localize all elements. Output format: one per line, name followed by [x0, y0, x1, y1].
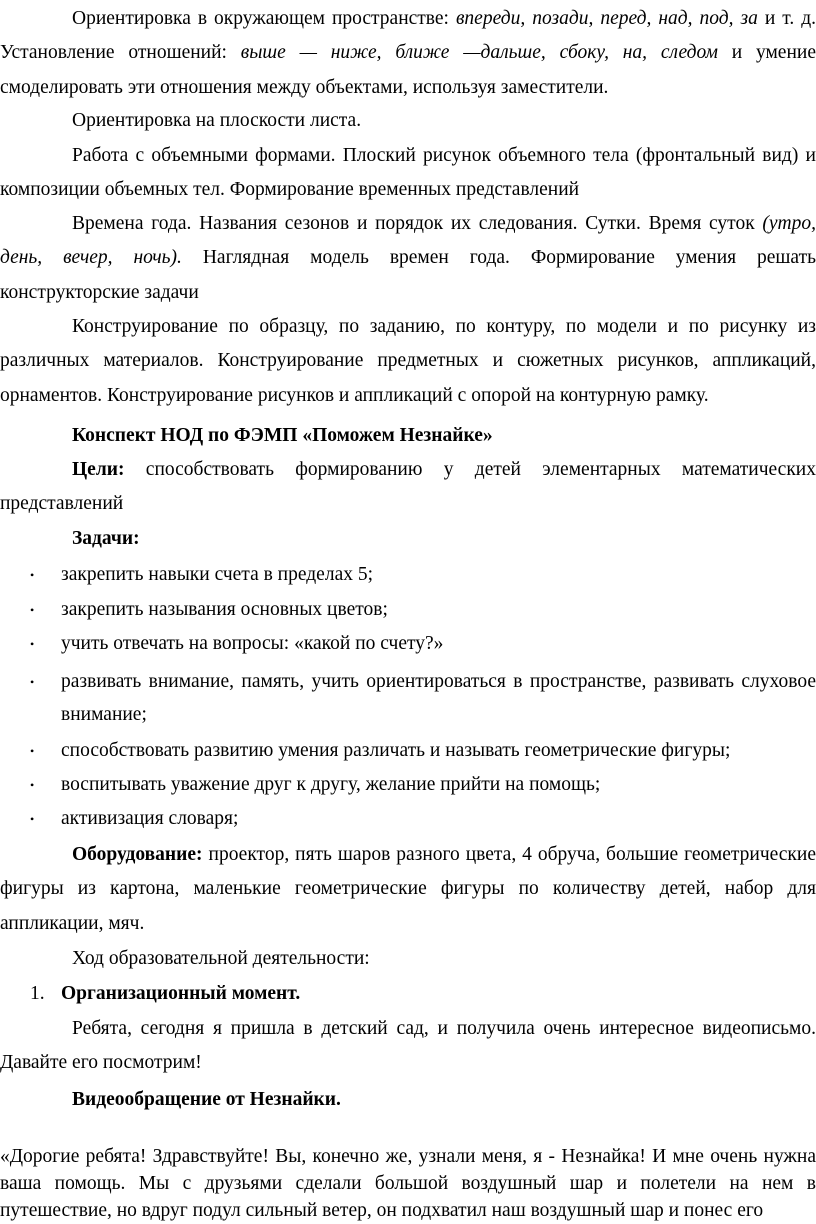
document-page: Ориентировка в окружающем пространстве: впереди, позади, перед, над, под, за и т. д. Установление отношений: выше — ниже, ближе —дальше, сбоку, на, следом и умение смоделировать эти отношения между объектами, используя заместители. Ориентировка на плоскости листа. Работа с объемными формами. Плоский рисунок объемного тела (фронтальный вид) и композиции объемных тел. Формирование временных представлений Времена года. Названия сезонов и порядок их следования. Сутки. Время суток (утро, день, вечер, ночь). Наглядная модель времен года. Формирование умения решать конструкторские задачи Конструирование по образцу, по заданию, по контуру, по модели и по рисунку из различных материалов. Конструирование предметных и сюжетных рисунков, аппликаций, орнаментов. Конструирование рисунков и аппликаций с опорой на контурную рамку. Конспект НОД по ФЭМП «Поможем Незнайке» Цели: способствовать формированию у детей элементарных математических представлений Задачи: • закрепить навыки счета в пределах 5; • закрепить называния основных цветов; • учить отвечать на вопросы: «какой по счету?» • развивать внимание, память, учить ориентироваться в пространстве, развивать слуховое внимание; • способствовать развитию умения различать и называть геометрические фигуры; • воспитывать уважение друг к другу, желание прийти на помощь; • активизация словаря; Оборудование: проектор, пять шаров разного цвета, 4 обруча, большие геометрические фигуры из картона, маленькие геометрические фигуры по количеству детей, набор для аппликации, мяч. Ход образовательной деятельности: 1. Организационный момент. Ребята, сегодня я пришла в детский сад, и получила очень интересное видеописьмо. Давайте его посмотрим! Видеообращение от Незнайки. «Дорогие ребята! Здравствуйте! Вы, конечно же, узнали меня, я - Незнайка! И мне очень нужна ваша помощь. Мы с друзьями сделали большой воздушный шар и полетели на нем в путешествие, но вдруг подул сильный ветер, он подхватил наш воздушный шар и понес его — [0, 0, 816, 1199]
tasks-label: Задачи: — [72, 528, 140, 549]
bullet-icon: • — [30, 778, 35, 792]
lesson-heading: Конспект НОД по ФЭМП «Поможем Незнайке» — [72, 425, 493, 446]
paragraph-construction: Конструирование по образцу, по заданию, по контуру, по модели и по рисунку из различных материалов. Конструирование предметных и сюжетных рисунков, аппликаций, орнаментов. Конструирование рисунков и аппликаций с опорой на контурную рамку. — [0, 316, 816, 406]
bullet-icon: • — [30, 603, 35, 617]
equipment-label: Оборудование: — [72, 844, 203, 865]
paragraph-goals: Цели: способствовать формированию у детей элементарных математических представлений — [0, 459, 816, 515]
course-heading: Ход образовательной деятельности: — [72, 948, 370, 969]
bullet-icon: • — [30, 675, 35, 689]
section-number: 1. — [30, 983, 45, 1004]
paragraph-intro: Ребята, сегодня я пришла в детский сад, и получила очень интересное видеописьмо. Давайте его посмотрим! — [0, 1018, 816, 1074]
paragraph-volume-forms: Работа с объемными формами. Плоский рисунок объемного тела (фронтальный вид) и композиции объемных тел. Формирование временных представлений — [0, 145, 816, 201]
paragraph-seasons: Времена года. Названия сезонов и порядок их следования. Сутки. Время суток (утро, день, вечер, ночь). Наглядная модель времен года. Формирование умения решать конструкторские задачи — [0, 213, 816, 303]
bullet-icon: • — [30, 812, 35, 826]
bullet-icon: • — [30, 568, 35, 582]
section-title: Организационный момент. — [61, 983, 301, 1004]
video-letter-text: «Дорогие ребята! Здравствуйте! Вы, конечно же, узнали меня, я - Незнайка! И мне очень нужна ваша помощь. Мы с друзьями сделали большой воздушный шар и полетели на нем в путешествие, но вдруг подул сильный ветер, он подхватил наш воздушный шар и понес его — [0, 1145, 816, 1221]
paragraph-orientation-space: Ориентировка в окружающем пространстве: впереди, позади, перед, над, под, за и т. д. Установление отношений: выше — ниже, ближе —дальше, сбоку, на, следом и умение смоделировать эти отношения между объектами, используя заместители. — [0, 8, 816, 98]
paragraph-equipment: Оборудование: проектор, пять шаров разного цвета, 4 обруча, большие геометрические фигуры из картона, маленькие геометрические фигуры по количеству детей, набор для аппликации, мяч. — [0, 844, 816, 934]
paragraph-orientation-sheet: Ориентировка на плоскости листа. — [72, 110, 362, 131]
goals-label: Цели: — [72, 459, 125, 480]
bullet-icon: • — [30, 637, 35, 651]
video-heading: Видеообращение от Незнайки. — [72, 1089, 341, 1110]
bullet-icon: • — [30, 744, 35, 758]
